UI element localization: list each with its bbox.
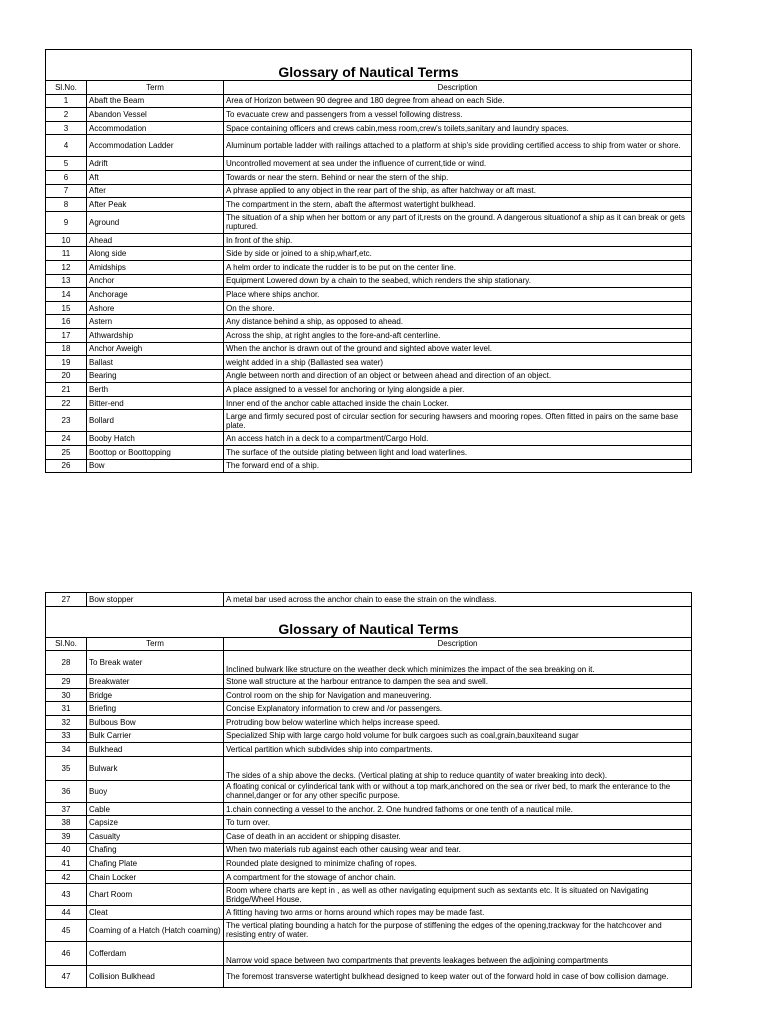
row-description: Concise Explanatory information to crew and /or passengers. [224,702,692,716]
row-number: 15 [46,301,87,315]
row-description: On the shore. [224,301,692,315]
row-description: In front of the ship. [224,233,692,247]
row-number: 13 [46,274,87,288]
row-description: A fitting having two arms or horns around which ropes may be made fast. [224,906,692,920]
table-row [46,702,692,716]
table-row [46,184,692,198]
row-description: Room where charts are kept in , as well as other navigating equipment such as sextants etc. It is situated on Navigating Bridge/Wheel House. [224,884,692,906]
row-term: Bulbous Bow [87,715,224,729]
table-row [46,715,692,729]
row-term: Coaming of a Hatch (Hatch coaming) [87,919,224,941]
table-row [46,157,692,171]
row-number: 40 [46,843,87,857]
row-description: The situation of a ship when her bottom or any part of it,rests on the ground. A dangerous situationof a ship as it can break or gets ruptured. [224,211,692,233]
table-row [46,843,692,857]
row-description: The forward end of a ship. [224,459,692,473]
row-number: 10 [46,233,87,247]
row-number: 22 [46,396,87,410]
row-term: Aground [87,211,224,233]
table-row [46,688,692,702]
row-description: Large and firmly secured post of circular section for securing hawsers and mooring ropes. Often fitted in pairs on the same base plate. [224,410,692,432]
row-number: 5 [46,157,87,171]
row-term: Along side [87,247,224,261]
table-row [46,247,692,261]
row-description: Vertical partition which subdivides ship into compartments. [224,743,692,757]
table-row [46,870,692,884]
row-term: Capsize [87,816,224,830]
row-description: The sides of a ship above the decks. (Vertical plating at ship to reduce quantity of water breaking into deck). [224,756,692,780]
row-term: Chain Locker [87,870,224,884]
row-term: Ashore [87,301,224,315]
row-description: The surface of the outside plating between light and load waterlines. [224,446,692,460]
row-number: 19 [46,356,87,370]
row-term: Booby Hatch [87,432,224,446]
row-number: 14 [46,288,87,302]
row-number: 28 [46,651,87,675]
row-term: To Break water [87,651,224,675]
row-description: Protruding bow below waterline which helps increase speed. [224,715,692,729]
row-term: Buoy [87,780,224,802]
row-description: Area of Horizon between 90 degree and 180 degree from ahead on each Side. [224,94,692,108]
table-row [46,356,692,370]
table-row [46,170,692,184]
row-term: Abaft the Beam [87,94,224,108]
row-description: Case of death in an accident or shipping disaster. [224,829,692,843]
table-row [46,369,692,383]
row-number: 9 [46,211,87,233]
row-description: Control room on the ship for Navigation and maneuvering. [224,688,692,702]
table-row [46,459,692,473]
row-description: A helm order to indicate the rudder is to be put on the center line. [224,260,692,274]
row-description: Specialized Ship with large cargo hold volume for bulk cargoes such as coal,grain,bauxiteand sugar [224,729,692,743]
table-row [46,965,692,987]
column-header-description: Description [224,81,692,95]
row-term: Casualty [87,829,224,843]
table-row [46,301,692,315]
row-term: Athwardship [87,328,224,342]
row-number: 21 [46,383,87,397]
table-row [46,342,692,356]
row-number: 20 [46,369,87,383]
table-row [46,446,692,460]
row-term: Adrift [87,157,224,171]
row-description: Inner end of the anchor cable attached inside the chain Locker. [224,396,692,410]
row-description: The compartment in the stern, abaft the aftermost watertight bulkhead. [224,198,692,212]
table-row [46,675,692,689]
table-row [46,857,692,871]
row-number: 42 [46,870,87,884]
row-number: 45 [46,919,87,941]
row-term: Amidships [87,260,224,274]
column-header-term: Term [87,81,224,95]
table-row [46,288,692,302]
row-description: Narrow void space between two compartments that prevents leakages between the adjoining compartments [224,941,692,965]
row-description: A place assigned to a vessel for anchoring or lying alongside a pier. [224,383,692,397]
row-description: 1.chain connecting a vessel to the anchor. 2. One hundred fathoms or one tenth of a nautical mile. [224,802,692,816]
row-term: After [87,184,224,198]
row-term: Berth [87,383,224,397]
table-row [46,260,692,274]
row-number: 8 [46,198,87,212]
row-term: Anchor [87,274,224,288]
row-term: Anchor Aweigh [87,342,224,356]
row-number: 16 [46,315,87,329]
row-term: Cleat [87,906,224,920]
column-header-term: Term [87,637,224,651]
table-row [46,328,692,342]
table-row [46,829,692,843]
row-term: Accommodation [87,121,224,135]
row-description: A phrase applied to any object in the rear part of the ship, as after hatchway or aft mast. [224,184,692,198]
column-header-description: Description [224,637,692,651]
row-number: 41 [46,857,87,871]
row-number: 1 [46,94,87,108]
row-number: 11 [46,247,87,261]
row-description: An access hatch in a deck to a compartment/Cargo Hold. [224,432,692,446]
row-number: 36 [46,780,87,802]
row-number: 46 [46,941,87,965]
row-number: 12 [46,260,87,274]
table-row [46,211,692,233]
row-term: Cable [87,802,224,816]
row-term: Boottop or Boottopping [87,446,224,460]
row-description: A floating conical or cylinderical tank with or without a top mark,anchored on the sea or river bed, to mark the enterance to the channel,danger or for any other specific purpose. [224,780,692,802]
row-number: 7 [46,184,87,198]
row-description: To evacuate crew and passengers from a vessel following distress. [224,108,692,122]
row-number: 4 [46,135,87,157]
table-row [46,884,692,906]
row-description: Stone wall structure at the harbour entrance to dampen the sea and swell. [224,675,692,689]
row-description: Place where ships anchor. [224,288,692,302]
table-row [46,593,692,607]
table-row [46,233,692,247]
row-description: Inclined bulwark like structure on the weather deck which minimizes the impact of the sea breaking on it. [224,651,692,675]
row-term: Anchorage [87,288,224,302]
table-row [46,94,692,108]
row-number: 3 [46,121,87,135]
column-header-number: Sl.No. [46,81,87,95]
row-description: Towards or near the stern. Behind or near the stern of the ship. [224,170,692,184]
row-term: Aft [87,170,224,184]
glossary-table-2 [45,592,692,988]
table-row [46,108,692,122]
row-term: Bollard [87,410,224,432]
table-row [46,919,692,941]
row-term: Accommodation Ladder [87,135,224,157]
table-row [46,802,692,816]
row-term: Bridge [87,688,224,702]
row-term: Ballast [87,356,224,370]
row-term: Ahead [87,233,224,247]
row-number: 38 [46,816,87,830]
row-number: 44 [46,906,87,920]
column-header-number: Sl.No. [46,637,87,651]
row-description: The vertical plating bounding a hatch for the purpose of stiffening the edges of the opening,trackway for the hatchcover and resisting entry of water. [224,919,692,941]
table-row [46,432,692,446]
row-term: Bow stopper [87,593,224,607]
row-number: 2 [46,108,87,122]
row-description: Equipment Lowered down by a chain to the seabed, which renders the ship stationary. [224,274,692,288]
row-number: 32 [46,715,87,729]
table-row [46,315,692,329]
row-number: 29 [46,675,87,689]
row-number: 37 [46,802,87,816]
table-row [46,756,692,780]
row-number: 23 [46,410,87,432]
row-term: Astern [87,315,224,329]
row-term: Bitter-end [87,396,224,410]
row-number: 34 [46,743,87,757]
row-number: 30 [46,688,87,702]
table-row [46,410,692,432]
table-row [46,941,692,965]
row-number: 35 [46,756,87,780]
row-term: Bearing [87,369,224,383]
row-description: When the anchor is drawn out of the ground and sighted above water level. [224,342,692,356]
row-number: 18 [46,342,87,356]
row-description: Angle between north and direction of an object or between ahead and direction of an object. [224,369,692,383]
row-number: 33 [46,729,87,743]
glossary-table-1 [45,49,692,473]
row-number: 43 [46,884,87,906]
table-row [46,135,692,157]
row-term: Collision Bulkhead [87,965,224,987]
row-number: 27 [46,593,87,607]
glossary-title: Glossary of Nautical Terms [46,50,692,81]
row-number: 17 [46,328,87,342]
row-term: Chafing Plate [87,857,224,871]
row-term: Chart Room [87,884,224,906]
table-row [46,198,692,212]
row-number: 25 [46,446,87,460]
row-term: Bulk Carrier [87,729,224,743]
row-number: 39 [46,829,87,843]
row-term: Bulkhead [87,743,224,757]
row-term: Bulwark [87,756,224,780]
row-number: 24 [46,432,87,446]
row-description: The foremost transverse watertight bulkhead designed to keep water out of the forward hold in case of bow collision damage. [224,965,692,987]
row-description: Side by side or joined to a ship,wharf,etc. [224,247,692,261]
row-description: When two materials rub against each other causing wear and tear. [224,843,692,857]
row-description: Space containing officers and crews cabin,mess room,crew's toilets,sanitary and laundry spaces. [224,121,692,135]
table-row [46,383,692,397]
row-description: Aluminum portable ladder with railings attached to a platform at ship's side providing certified access to ship from water or shore. [224,135,692,157]
row-description: To turn over. [224,816,692,830]
table-row [46,121,692,135]
table-row [46,743,692,757]
row-term: Breakwater [87,675,224,689]
row-number: 6 [46,170,87,184]
row-term: Briefing [87,702,224,716]
row-description: Any distance behind a ship, as opposed to ahead. [224,315,692,329]
row-description: A metal bar used across the anchor chain to ease the strain on the windlass. [224,593,692,607]
row-term: Cofferdam [87,941,224,965]
table-row [46,906,692,920]
row-description: Rounded plate designed to minimize chafing of ropes. [224,857,692,871]
row-description: weight added in a ship (Ballasted sea water) [224,356,692,370]
row-description: A compartment for the stowage of anchor chain. [224,870,692,884]
row-term: Bow [87,459,224,473]
row-term: Chafing [87,843,224,857]
table-row [46,816,692,830]
table-row [46,274,692,288]
row-description: Uncontrolled movement at sea under the influence of current,tide or wind. [224,157,692,171]
table-row [46,780,692,802]
glossary-title: Glossary of Nautical Terms [46,606,692,637]
row-number: 31 [46,702,87,716]
table-row [46,651,692,675]
table-row [46,729,692,743]
table-row [46,396,692,410]
row-number: 26 [46,459,87,473]
row-number: 47 [46,965,87,987]
row-term: After Peak [87,198,224,212]
row-description: Across the ship, at right angles to the fore-and-aft centerline. [224,328,692,342]
row-term: Abandon Vessel [87,108,224,122]
